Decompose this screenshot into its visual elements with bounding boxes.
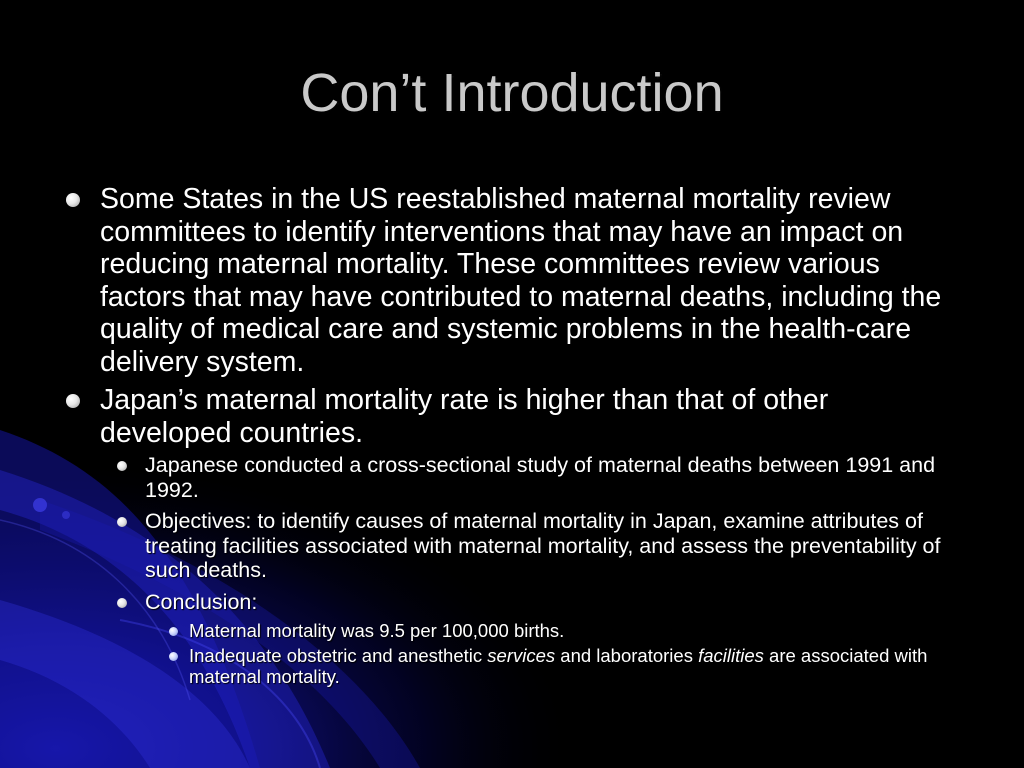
bullet-list — [60, 183, 960, 687]
list-item — [100, 509, 960, 583]
bullet-sphere-icon — [117, 598, 127, 608]
italic-text-run: facilities — [698, 645, 764, 666]
italic-text-run: services — [487, 645, 556, 666]
bullet-text — [189, 645, 927, 687]
list-item — [60, 384, 960, 687]
bullet-sphere-icon — [117, 517, 127, 527]
slide-title: Con’t Introduction — [300, 63, 724, 123]
bullet-text: Some States in the US reestablished maternal mortality review committees to identify interventions that may have an impact on reducing maternal mortality. These committees review various factors that may have contributed to maternal deaths, including the quality of medical care and systemic problems in the health-care delivery system. — [100, 183, 942, 378]
list-item — [60, 183, 960, 378]
list-item — [100, 590, 960, 688]
bullet-sphere-icon — [169, 652, 178, 661]
sub-bullet-list — [100, 453, 960, 687]
text-run: Inadequate obstetric and anesthetic — [189, 645, 488, 666]
list-item — [145, 645, 960, 687]
slide-content — [60, 183, 960, 694]
bullet-text: Japan’s maternal mortality rate is higher than that of other developed countries. — [100, 384, 829, 449]
bullet-text: Japanese conducted a cross-sectional study of maternal deaths between 1991 and 1992. — [145, 453, 936, 502]
text-run: are associated with maternal mortality. — [189, 645, 928, 687]
bullet-sphere-icon — [117, 461, 127, 471]
list-item — [100, 453, 960, 502]
list-item — [145, 620, 960, 641]
bullet-text: Conclusion: — [145, 589, 258, 614]
sub-sub-bullet-list — [145, 620, 960, 687]
text-run: and laboratories — [555, 645, 699, 666]
bullet-sphere-icon — [66, 394, 80, 408]
bullet-text: Maternal mortality was 9.5 per 100,000 births. — [189, 620, 565, 641]
bullet-sphere-icon — [66, 193, 80, 207]
bullet-text: Objectives: to identify causes of maternal mortality in Japan, examine attributes of treating facilities associated with maternal mortality, and assess the preventability of such deaths. — [145, 509, 941, 582]
bullet-sphere-icon — [169, 627, 178, 636]
